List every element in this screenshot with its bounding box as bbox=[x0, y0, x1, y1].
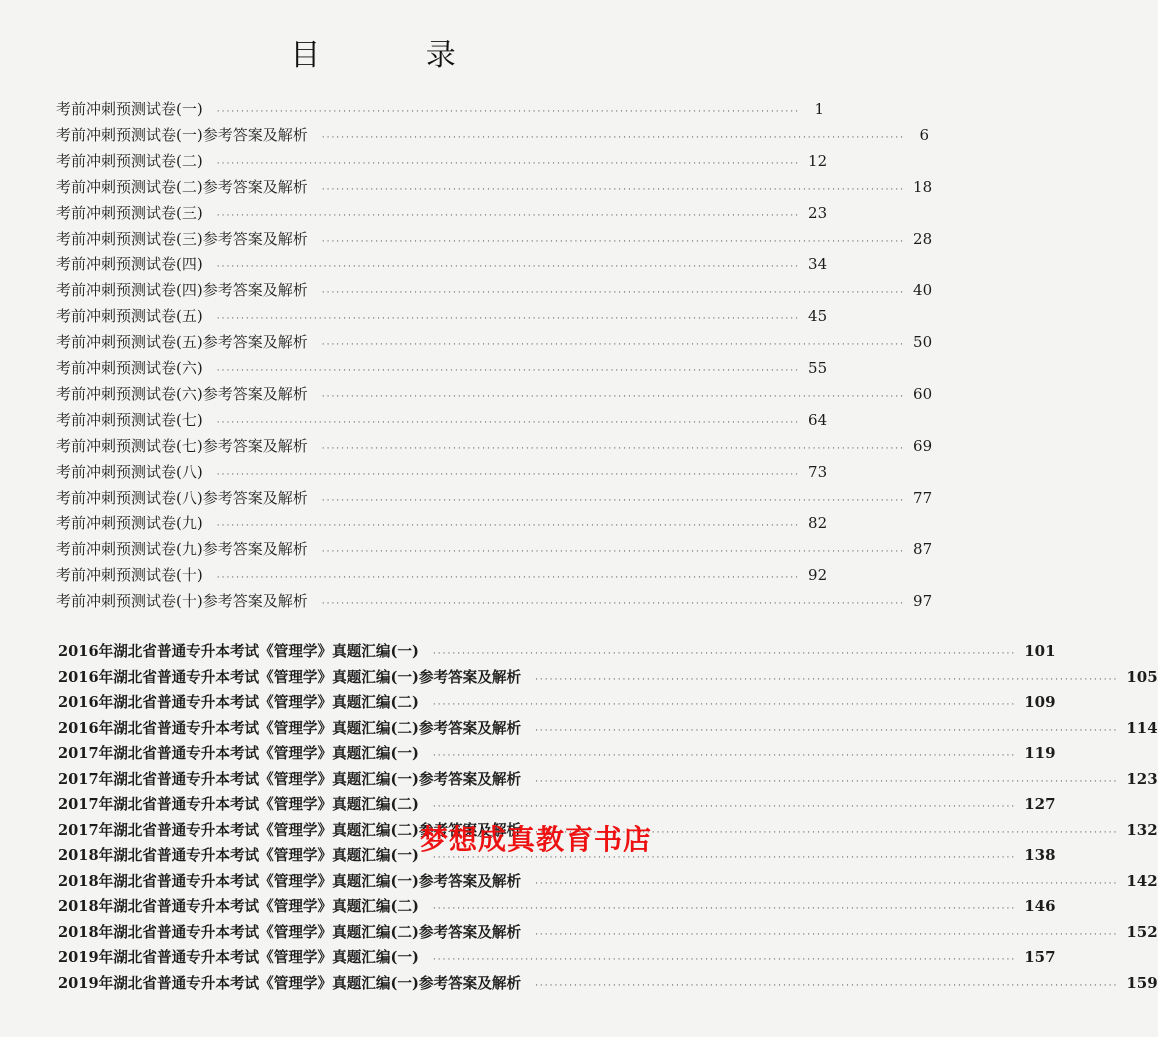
toc-entry bbox=[58, 895, 1056, 916]
toc-entry-page: 92 bbox=[808, 566, 828, 585]
toc-entry-page: 73 bbox=[808, 462, 828, 481]
toc-entry bbox=[56, 461, 828, 482]
toc-entry-page: 127 bbox=[1024, 795, 1056, 813]
toc-entry-page: 34 bbox=[808, 255, 828, 274]
dot-leader: ························································································································ bbox=[216, 314, 801, 325]
dot-leader: ························································································································ bbox=[216, 262, 801, 273]
toc-entry-title: 2017年湖北省普通专升本考试《管理学》真题汇编(一) bbox=[58, 745, 419, 762]
toc-entry-title: 考前冲刺预测试卷(二)参考答案及解析 bbox=[56, 177, 308, 196]
dot-leader: ························································································································ bbox=[321, 391, 906, 402]
dot-leader: ························································································································ bbox=[216, 210, 801, 221]
toc-entry-title: 考前冲刺预测试卷(一)参考答案及解析 bbox=[56, 125, 308, 144]
toc-entry-page: 97 bbox=[913, 592, 933, 611]
toc-entry bbox=[58, 972, 1158, 993]
dot-leader: ························································································································ bbox=[535, 725, 1119, 736]
toc-entry-title: 2016年湖北省普通专升本考试《管理学》真题汇编(二) bbox=[58, 694, 419, 711]
toc-entry bbox=[58, 717, 1158, 738]
dot-leader: ························································································································ bbox=[216, 469, 801, 480]
dot-leader: ························································································································ bbox=[321, 236, 906, 247]
dot-leader: ························································································································ bbox=[321, 132, 906, 143]
toc-entry-title: 考前冲刺预测试卷(一) bbox=[56, 100, 203, 118]
dot-leader: ························································································································ bbox=[321, 599, 906, 610]
toc-entry bbox=[56, 228, 933, 249]
toc-entry-page: 105 bbox=[1126, 667, 1158, 686]
toc-entry-page: 152 bbox=[1126, 922, 1158, 941]
toc-entry bbox=[56, 202, 828, 223]
toc-entry-page: 1 bbox=[814, 100, 825, 118]
page-title: 目 录 bbox=[290, 38, 504, 73]
dot-leader: ························································································································ bbox=[216, 107, 801, 117]
toc-entry-page: 159 bbox=[1126, 973, 1158, 992]
toc-entry-page: 142 bbox=[1126, 871, 1158, 890]
toc-entry-page: 55 bbox=[808, 359, 828, 377]
dot-leader: ························································································································ bbox=[432, 955, 1017, 965]
toc-entry bbox=[56, 512, 828, 533]
toc-entry-title: 考前冲刺预测试卷(十)参考答案及解析 bbox=[56, 592, 308, 611]
toc-entry-title: 考前冲刺预测试卷(三) bbox=[56, 203, 203, 222]
toc-entry bbox=[58, 640, 1056, 661]
toc-entry-page: 45 bbox=[808, 307, 828, 326]
dot-leader: ························································································································ bbox=[321, 184, 906, 195]
toc-entry-title: 考前冲刺预测试卷(十) bbox=[56, 566, 203, 585]
dot-leader: ························································································································ bbox=[535, 827, 1119, 838]
dot-leader: ························································································································ bbox=[535, 674, 1119, 685]
toc-entry-title: 2018年湖北省普通专升本考试《管理学》真题汇编(一) bbox=[58, 847, 419, 864]
toc-entry bbox=[56, 176, 933, 197]
dot-leader: ························································································································ bbox=[535, 929, 1119, 940]
toc-entry-page: 23 bbox=[808, 203, 828, 222]
toc-entry-page: 138 bbox=[1024, 846, 1056, 864]
toc-entry bbox=[58, 793, 1056, 814]
toc-entry-page: 87 bbox=[913, 540, 933, 559]
toc-entry bbox=[58, 870, 1158, 891]
toc-entry-title: 2018年湖北省普通专升本考试《管理学》真题汇编(一)参考答案及解析 bbox=[58, 872, 522, 890]
toc-entry-title: 考前冲刺预测试卷(九) bbox=[56, 514, 203, 533]
toc-entry bbox=[56, 590, 933, 611]
dot-leader: ························································································································ bbox=[432, 700, 1017, 710]
dot-leader: ························································································································ bbox=[216, 366, 801, 376]
toc-entry bbox=[56, 383, 933, 404]
toc-entry-title: 2016年湖北省普通专升本考试《管理学》真题汇编(一)参考答案及解析 bbox=[58, 668, 522, 686]
dot-leader: ························································································································ bbox=[432, 853, 1017, 863]
toc-entry bbox=[56, 98, 825, 119]
toc-entry-title: 考前冲刺预测试卷(七) bbox=[56, 410, 203, 429]
dot-leader: ························································································································ bbox=[535, 980, 1119, 991]
toc-entry-title: 2016年湖北省普通专升本考试《管理学》真题汇编(一) bbox=[58, 643, 419, 660]
toc-entry-page: 40 bbox=[913, 281, 933, 300]
toc-entry-title: 2017年湖北省普通专升本考试《管理学》真题汇编(二)参考答案及解析 bbox=[58, 821, 522, 839]
toc-entry-page: 77 bbox=[913, 488, 933, 507]
toc-entry-page: 50 bbox=[913, 333, 933, 352]
toc-entry-page: 119 bbox=[1024, 744, 1056, 762]
toc-entry bbox=[58, 819, 1158, 840]
toc-entry-title: 考前冲刺预测试卷(八)参考答案及解析 bbox=[56, 488, 308, 507]
toc-entry bbox=[58, 946, 1056, 967]
toc-entry bbox=[58, 691, 1056, 712]
store-watermark: 梦想成真教育书店 bbox=[420, 823, 653, 856]
toc-entry-page: 109 bbox=[1024, 693, 1056, 711]
toc-entry-title: 2017年湖北省普通专升本考试《管理学》真题汇编(一)参考答案及解析 bbox=[58, 770, 522, 788]
toc-entry bbox=[56, 357, 828, 378]
dot-leader: ························································································································ bbox=[216, 521, 801, 532]
toc-entry bbox=[56, 279, 933, 300]
toc-entry-title: 考前冲刺预测试卷(三)参考答案及解析 bbox=[56, 229, 308, 248]
toc-entry-page: 12 bbox=[808, 151, 828, 170]
toc-entry-title: 考前冲刺预测试卷(九)参考答案及解析 bbox=[56, 540, 308, 559]
toc-entry-page: 146 bbox=[1024, 897, 1056, 915]
toc-entry-title: 考前冲刺预测试卷(八) bbox=[56, 462, 203, 481]
toc-entry-title: 2018年湖北省普通专升本考试《管理学》真题汇编(二) bbox=[58, 898, 419, 915]
toc-entry bbox=[58, 742, 1056, 763]
toc-entry-page: 6 bbox=[919, 125, 930, 144]
toc-entry-title: 考前冲刺预测试卷(六)参考答案及解析 bbox=[56, 384, 308, 403]
toc-entry-page: 82 bbox=[808, 514, 828, 533]
toc-entry bbox=[56, 538, 933, 559]
toc-entry-page: 114 bbox=[1126, 718, 1158, 737]
toc-entry-title: 考前冲刺预测试卷(五) bbox=[56, 307, 203, 326]
toc-entry-title: 2016年湖北省普通专升本考试《管理学》真题汇编(二)参考答案及解析 bbox=[58, 719, 522, 737]
dot-leader: ························································································································ bbox=[216, 417, 801, 428]
dot-leader: ························································································································ bbox=[432, 802, 1017, 812]
dot-leader: ························································································································ bbox=[535, 776, 1119, 787]
dot-leader: ························································································································ bbox=[432, 649, 1017, 659]
toc-entry-page: 28 bbox=[913, 229, 933, 248]
toc-entry-title: 考前冲刺预测试卷(六) bbox=[56, 359, 203, 377]
toc-entry bbox=[56, 305, 828, 326]
toc-entry-title: 2017年湖北省普通专升本考试《管理学》真题汇编(二) bbox=[58, 796, 419, 813]
toc-entry bbox=[56, 564, 828, 585]
toc-entry bbox=[56, 435, 933, 456]
toc-entry bbox=[56, 124, 930, 145]
toc-entry bbox=[58, 768, 1158, 789]
toc-entry-page: 64 bbox=[808, 410, 828, 429]
dot-leader: ························································································································ bbox=[321, 547, 906, 558]
dot-leader: ························································································································ bbox=[321, 443, 906, 454]
toc-entry bbox=[56, 487, 933, 508]
toc-entry-page: 123 bbox=[1126, 769, 1158, 788]
toc-entry bbox=[56, 150, 828, 171]
toc-entry bbox=[56, 409, 828, 430]
dot-leader: ························································································································ bbox=[321, 340, 906, 351]
toc-entry-page: 60 bbox=[913, 384, 933, 403]
toc-entry-page: 157 bbox=[1024, 948, 1056, 966]
dot-leader: ························································································································ bbox=[321, 288, 906, 299]
dot-leader: ························································································································ bbox=[432, 751, 1017, 761]
toc-entry-title: 考前冲刺预测试卷(五)参考答案及解析 bbox=[56, 333, 308, 352]
toc-entry bbox=[58, 921, 1158, 942]
toc-entry-page: 132 bbox=[1126, 820, 1158, 839]
toc-entry-title: 2018年湖北省普通专升本考试《管理学》真题汇编(二)参考答案及解析 bbox=[58, 923, 522, 941]
toc-entry-title: 2019年湖北省普通专升本考试《管理学》真题汇编(一)参考答案及解析 bbox=[58, 974, 522, 992]
toc-entry-page: 18 bbox=[913, 177, 933, 196]
toc-entry-title: 考前冲刺预测试卷(二) bbox=[56, 151, 203, 170]
toc-entry-page: 69 bbox=[913, 436, 933, 455]
toc-entry bbox=[56, 331, 933, 352]
dot-leader: ························································································································ bbox=[321, 495, 906, 506]
toc-entry-title: 考前冲刺预测试卷(七)参考答案及解析 bbox=[56, 436, 308, 455]
toc-entry-title: 考前冲刺预测试卷(四) bbox=[56, 255, 203, 274]
toc-entry-title: 考前冲刺预测试卷(四)参考答案及解析 bbox=[56, 281, 308, 300]
toc-entry-page: 101 bbox=[1024, 642, 1056, 660]
toc-entry-title: 2019年湖北省普通专升本考试《管理学》真题汇编(一) bbox=[58, 949, 419, 966]
dot-leader: ························································································································ bbox=[216, 158, 801, 169]
dot-leader: ························································································································ bbox=[535, 878, 1119, 889]
toc-entry bbox=[58, 844, 1056, 865]
dot-leader: ························································································································ bbox=[432, 904, 1017, 914]
dot-leader: ························································································································ bbox=[216, 573, 801, 584]
toc-entry bbox=[56, 253, 828, 274]
toc-entry bbox=[58, 666, 1158, 687]
